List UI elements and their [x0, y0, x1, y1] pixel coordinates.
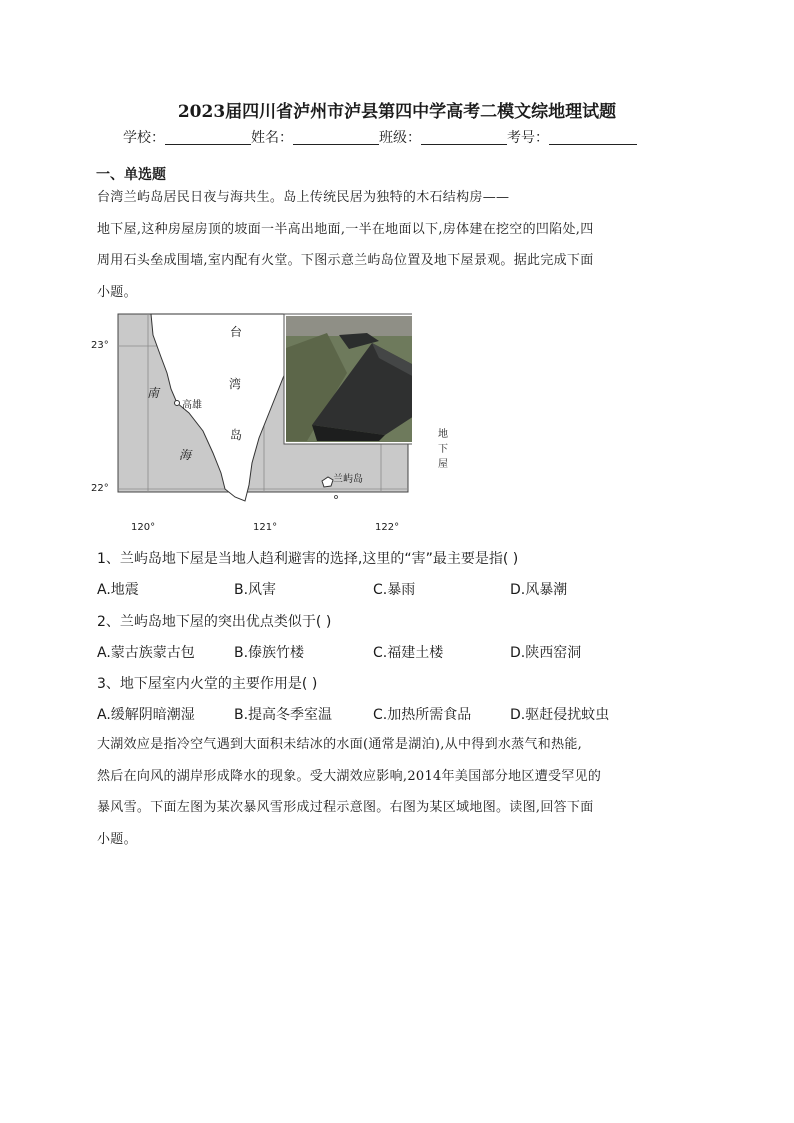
island-label-tai: 台	[230, 325, 243, 339]
question-2: 2、兰屿岛地下屋的突出优点类似于( )	[97, 614, 332, 630]
exam-no-label: 考号：	[507, 130, 549, 146]
photo-caption: 地下屋	[436, 425, 450, 470]
q1-option-c[interactable]: C.暴雨	[373, 582, 416, 598]
question-3: 3、地下屋室内火堂的主要作用是( )	[97, 676, 318, 692]
kaohsiung-label: 高雄	[182, 400, 202, 411]
kaohsiung-point-icon	[175, 401, 180, 406]
exam-no-blank[interactable]	[549, 130, 637, 145]
passage-2-line: 然后在向风的湖岸形成降水的现象。受大湖效应影响,2014年美国部分地区遭受罕见的	[97, 768, 602, 784]
name-label: 姓名：	[251, 130, 293, 146]
underground-house-photo	[284, 314, 412, 444]
passage-2-line: 暴风雪。下面左图为某次暴风雪形成过程示意图。右图为某区域地图。读图,回答下面	[97, 800, 594, 815]
lon-label-120: 120°	[131, 522, 156, 533]
lat-label-23: 23°	[91, 340, 109, 351]
sea-label-sea: 海	[179, 448, 192, 462]
q2-option-b[interactable]: B.傣族竹楼	[234, 645, 305, 661]
lat-label-22: 22°	[91, 483, 109, 494]
passage-2-line: 大湖效应是指冷空气遇到大面积未结冰的水面(通常是湖泊),从中得到水蒸气和热能,	[97, 737, 583, 752]
passage-1-line: 台湾兰屿岛居民日夜与海共生。岛上传统民居为独特的木石结构房——	[97, 190, 510, 205]
lanyu-map-figure	[91, 313, 448, 538]
passage-1	[97, 182, 697, 308]
lon-label-122: 122°	[375, 522, 400, 533]
exam-title: 2023届四川省泸州市泸县第四中学高考二模文综地理试题	[177, 102, 617, 122]
lon-label-121: 121°	[253, 522, 278, 533]
school-label: 学校：	[123, 130, 165, 146]
q1-option-a[interactable]: A.地震	[97, 582, 139, 598]
q3-option-b[interactable]: B.提高冬季室温	[234, 707, 333, 723]
lanyu-label: 兰屿岛	[333, 474, 363, 485]
green-island-dot	[335, 496, 338, 499]
section-heading: 一、单选题	[96, 167, 166, 183]
name-blank[interactable]	[293, 130, 379, 145]
q2-option-d[interactable]: D.陕西窑洞	[510, 645, 582, 661]
q1-option-d[interactable]: D.风暴潮	[510, 582, 568, 598]
q2-option-c[interactable]: C.福建土楼	[373, 645, 444, 661]
q3-option-a[interactable]: A.缓解阴暗潮湿	[97, 707, 195, 723]
passage-1-line: 周用石头垒成围墙,室内配有火堂。下图示意兰屿岛位置及地下屋景观。据此完成下面	[97, 253, 594, 268]
class-blank[interactable]	[421, 130, 507, 145]
sea-label-south: 南	[147, 386, 160, 400]
island-label-dao: 岛	[230, 428, 243, 442]
school-blank[interactable]	[165, 130, 251, 145]
island-label-wan: 湾	[229, 377, 242, 391]
q1-option-b[interactable]: B.风害	[234, 582, 277, 598]
passage-1-line: 小题。	[97, 284, 137, 300]
passage-2-line: 小题。	[97, 831, 137, 847]
class-label: 班级：	[379, 130, 421, 146]
photo-back-wall	[286, 316, 412, 336]
passage-1-line: 地下屋,这种房屋房顶的坡面一半高出地面,一半在地面以下,房体建在挖空的凹陷处,四	[97, 221, 594, 237]
student-info-line	[123, 127, 637, 147]
q3-option-d[interactable]: D.驱赶侵扰蚊虫	[510, 707, 610, 723]
map-svg	[117, 313, 412, 538]
passage-2	[97, 729, 697, 855]
q2-option-a[interactable]: A.蒙古族蒙古包	[97, 645, 195, 661]
question-1: 1、兰屿岛地下屋是当地人趋利避害的选择,这里的“害”最主要是指( )	[97, 551, 519, 567]
q3-option-c[interactable]: C.加热所需食品	[373, 707, 472, 723]
